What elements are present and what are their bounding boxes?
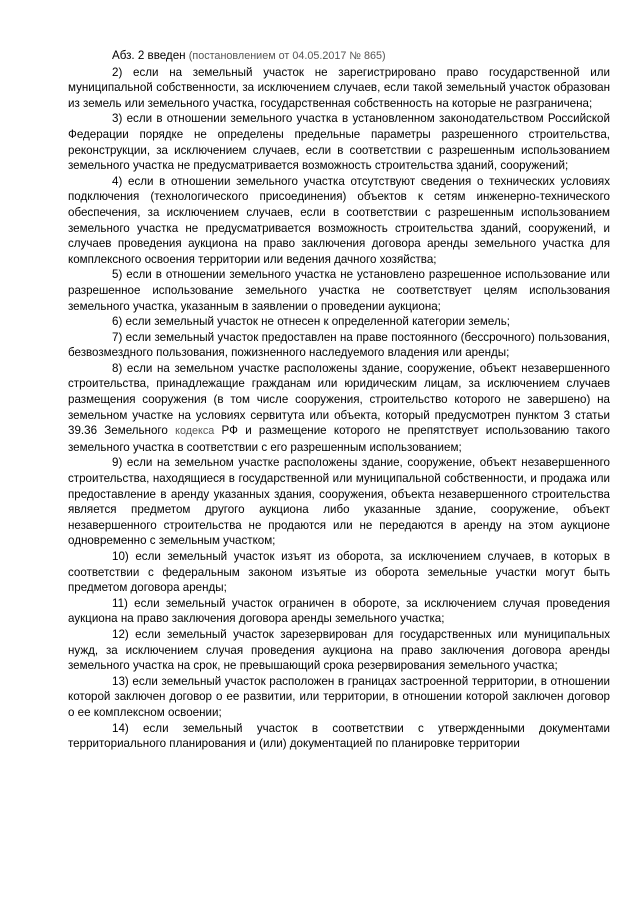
amendment-note — [68, 48, 610, 65]
note-reference-link[interactable]: (постановлением от 04.05.2017 № 865) — [188, 50, 386, 62]
paragraph-text: 10) если земельный участок изъят из оборота, за исключением случаев, в которых в соответствии с федеральным законом изъятые из оборота земельные участки могут быть предметом договора аренды; — [68, 550, 610, 595]
paragraph-text-continued: РФ и размещение которого не препятствует использованию такого земельного участка в соответствии с его разрешенным использованием; — [68, 424, 610, 454]
list-item — [68, 627, 610, 674]
list-item — [68, 721, 610, 752]
paragraph-text: 11) если земельный участок ограничен в обороте, за исключением случая проведения аукциона на право заключения договора аренды земельного участка; — [68, 596, 610, 626]
list-item — [68, 174, 610, 268]
paragraph-list — [68, 65, 610, 752]
list-item — [68, 330, 610, 361]
list-item — [68, 455, 610, 549]
paragraph-text: 14) если земельный участок в соответствии с утвержденными документами территориального планирования и (или) документацией по планировке территории — [68, 721, 610, 751]
paragraph-text: 5) если в отношении земельного участка не установлено разрешенное использование или разрешенное использование земельного участка не соответствует целям использования земельного участка, указанным в заявлении о проведении аукциона; — [68, 268, 610, 313]
list-item — [68, 267, 610, 314]
document-text — [68, 48, 610, 752]
paragraph-text: 6) если земельный участок не отнесен к определенной категории земель; — [112, 315, 510, 329]
list-item — [68, 549, 610, 596]
list-item — [68, 65, 610, 112]
code-reference-link[interactable]: кодекса — [175, 425, 215, 438]
paragraph-text: 8) если на земельном участке расположены здание, сооружение, объект незавершенного строительства, принадлежащие гражданам или юридическим лицам, за исключением случаев размещения сооружения (в том числе сооружения, строительство которого не завершено) на земельном участке на условиях сервитута или объекта, который предусмотрен пунктом 3 статьи 39.36 Земельного — [68, 361, 610, 438]
list-item — [68, 111, 610, 173]
note-prefix: Абз. 2 введен — [112, 49, 189, 62]
paragraph-text: 12) если земельный участок зарезервирован для государственных или муниципальных нужд, за исключением случая проведения аукциона на право заключения договора аренды земельного участка на срок, не превышающий срока резервирования земельного участка; — [68, 627, 610, 673]
paragraph-text: 4) если в отношении земельного участка отсутствуют сведения о технических условиях подключения (технологического присоединения) объектов к сетям инженерно-технического обеспечения, за исключением случаев, если в соответствии с разрешенным использованием земельного участка не предусматривается возможность строительства зданий, сооружений, и случаев проведения аукциона на право заключения договора аренды земельного участка для комплексного освоения территории или ведения дачного хозяйства; — [68, 174, 610, 266]
paragraph-text: 2) если на земельный участок не зарегистрировано право государственной или муниципальной собственности, за исключением случаев, если такой земельный участок образован из земель или земельного участка, государственная собственность на которые не разграничена; — [68, 65, 610, 110]
list-item — [68, 314, 610, 330]
list-item — [68, 361, 610, 456]
list-item — [68, 596, 610, 627]
list-item — [68, 674, 610, 721]
paragraph-text: 3) если в отношении земельного участка в установленном законодательством Российской Федерации порядке не определены предельные параметры разрешенного строительства, реконструкции, за исключением случаев, если в соответствии с разрешенным использованием земельного участка не предусматривается возможность строительства зданий, сооружений; — [68, 112, 610, 173]
paragraph-text: 9) если на земельном участке расположены здание, сооружение, объект незавершенного строительства, находящиеся в государственной или муниципальной собственности, и продажа или предоставление в аренду указанных здания, сооружения, объекта незавершенного строительства является предметом другого аукциона либо указанные здание, сооружение, объект незавершенного строительства не продаются или не передаются в аренду на этом аукционе одновременно с земельным участком; — [68, 456, 610, 548]
paragraph-text: 13) если земельный участок расположен в границах застроенной территории, в отношении которой заключен договор о ее развитии, или территории, в отношении которой заключен договор о ее комплексном освоении; — [68, 674, 610, 719]
paragraph-text: 7) если земельный участок предоставлен на праве постоянного (бессрочного) пользования, безвозмездного пользования, пожизненного наследуемого владения или аренды; — [68, 330, 610, 360]
